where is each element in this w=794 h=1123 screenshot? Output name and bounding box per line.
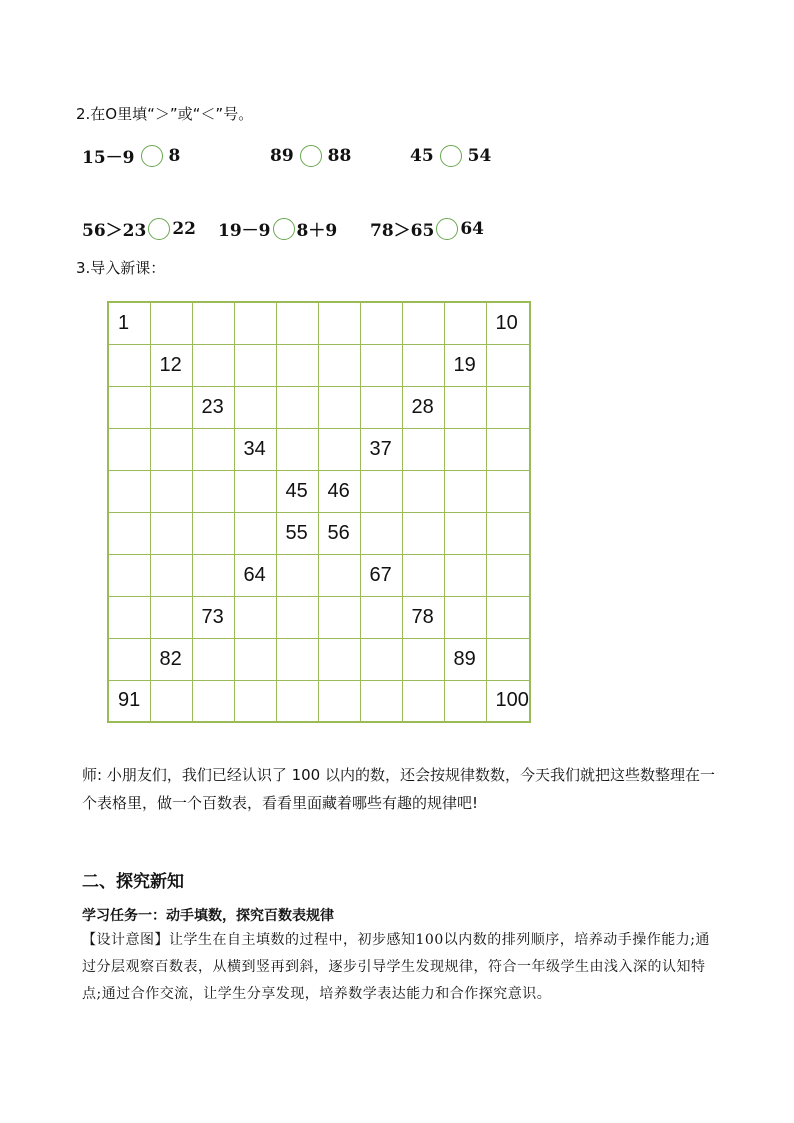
grid-row: [108, 344, 530, 386]
grid-cell[interactable]: [108, 344, 150, 386]
grid-cell[interactable]: [360, 386, 402, 428]
grid-cell[interactable]: [318, 554, 360, 596]
grid-cell[interactable]: 82: [150, 638, 192, 680]
comparison-item: [410, 145, 491, 167]
grid-cell[interactable]: [150, 428, 192, 470]
grid-cell[interactable]: 67: [360, 554, 402, 596]
grid-cell[interactable]: [360, 680, 402, 722]
right-expression: 88: [327, 145, 352, 166]
grid-cell[interactable]: [444, 470, 486, 512]
grid-cell[interactable]: [444, 302, 486, 344]
grid-cell[interactable]: [402, 302, 444, 344]
grid-cell[interactable]: [444, 512, 486, 554]
grid-cell[interactable]: [360, 302, 402, 344]
hundred-chart-grid: [107, 301, 531, 723]
grid-cell[interactable]: [360, 344, 402, 386]
grid-cell[interactable]: [150, 386, 192, 428]
grid-cell[interactable]: 46: [318, 470, 360, 512]
grid-cell[interactable]: [402, 680, 444, 722]
left-expression: 89: [270, 145, 294, 166]
right-expression: 8: [168, 145, 181, 166]
grid-cell[interactable]: [486, 512, 530, 554]
grid-cell[interactable]: 56: [318, 512, 360, 554]
grid-cell[interactable]: [192, 470, 234, 512]
grid-cell[interactable]: [276, 302, 318, 344]
grid-cell[interactable]: [192, 302, 234, 344]
comparison-row-2: [82, 216, 484, 241]
grid-cell[interactable]: [108, 428, 150, 470]
comparison-row-1: [82, 143, 491, 168]
right-expression: 54: [467, 145, 492, 166]
grid-cell[interactable]: [402, 638, 444, 680]
grid-row: [108, 470, 530, 512]
grid-cell[interactable]: [192, 638, 234, 680]
grid-cell[interactable]: [108, 470, 150, 512]
grid-cell[interactable]: [486, 428, 530, 470]
answer-circle[interactable]: [273, 218, 295, 240]
grid-cell[interactable]: 28: [402, 386, 444, 428]
grid-cell[interactable]: [234, 470, 276, 512]
grid-cell[interactable]: [192, 344, 234, 386]
grid-cell[interactable]: [276, 554, 318, 596]
grid-cell[interactable]: 89: [444, 638, 486, 680]
grid-cell[interactable]: 78: [402, 596, 444, 638]
grid-cell[interactable]: [444, 596, 486, 638]
grid-cell[interactable]: [108, 638, 150, 680]
grid-cell[interactable]: [318, 344, 360, 386]
left-expression: 45: [410, 145, 434, 166]
answer-circle[interactable]: [148, 218, 170, 240]
grid-cell[interactable]: [360, 638, 402, 680]
grid-cell[interactable]: [318, 596, 360, 638]
grid-cell[interactable]: [402, 512, 444, 554]
comparison-item: [82, 216, 218, 241]
grid-cell[interactable]: [360, 596, 402, 638]
question-2-heading: 2.在O里填“＞”或“＜”号。: [76, 105, 254, 123]
answer-circle[interactable]: [436, 218, 458, 240]
grid-row: [108, 554, 530, 596]
grid-cell[interactable]: [150, 596, 192, 638]
left-expression: 15－9: [82, 148, 135, 168]
grid-cell[interactable]: [192, 554, 234, 596]
comparison-item: [218, 216, 370, 241]
grid-row: [108, 638, 530, 680]
grid-cell[interactable]: [234, 638, 276, 680]
grid-cell[interactable]: [486, 596, 530, 638]
grid-cell[interactable]: [402, 428, 444, 470]
section-title: 二、探究新知: [82, 872, 184, 892]
grid-cell[interactable]: [108, 596, 150, 638]
grid-cell[interactable]: 19: [444, 344, 486, 386]
grid-cell[interactable]: [318, 302, 360, 344]
question-3-heading: 3.导入新课：: [76, 259, 166, 277]
grid-cell[interactable]: 55: [276, 512, 318, 554]
grid-cell[interactable]: [486, 386, 530, 428]
grid-row: [108, 428, 530, 470]
teacher-speech: 师: 小朋友们，我们已经认识了 100 以内的数，还会按规律数数，今天我们就把这些数整理在一个表格里，做一个百数表，看看里面藏着哪些有趣的规律吧!: [82, 766, 715, 812]
grid-cell[interactable]: [402, 344, 444, 386]
grid-cell[interactable]: 100: [486, 680, 530, 722]
grid-cell[interactable]: [276, 638, 318, 680]
grid-cell[interactable]: [234, 680, 276, 722]
grid-cell[interactable]: [318, 428, 360, 470]
grid-cell[interactable]: [192, 428, 234, 470]
grid-cell[interactable]: [360, 512, 402, 554]
grid-cell[interactable]: [486, 470, 530, 512]
grid-cell[interactable]: [276, 344, 318, 386]
grid-cell[interactable]: [444, 554, 486, 596]
answer-circle[interactable]: [440, 145, 462, 167]
grid-row: [108, 596, 530, 638]
grid-cell[interactable]: [444, 680, 486, 722]
grid-cell[interactable]: [150, 470, 192, 512]
grid-cell[interactable]: [234, 512, 276, 554]
grid-cell[interactable]: 73: [192, 596, 234, 638]
grid-row: [108, 386, 530, 428]
comparison-item: [370, 216, 484, 241]
grid-cell[interactable]: [150, 554, 192, 596]
grid-cell[interactable]: [402, 554, 444, 596]
grid-row: [108, 302, 530, 344]
grid-cell[interactable]: [234, 386, 276, 428]
grid-cell[interactable]: [234, 596, 276, 638]
grid-cell[interactable]: [486, 344, 530, 386]
grid-cell[interactable]: [192, 680, 234, 722]
grid-cell[interactable]: [234, 344, 276, 386]
grid-cell[interactable]: [318, 680, 360, 722]
grid-cell[interactable]: 12: [150, 344, 192, 386]
grid-cell[interactable]: [276, 596, 318, 638]
left-expression: 78＞65: [370, 221, 435, 241]
design-intent: 【设计意图】让学生在自主填数的过程中，初步感知100以内数的排列顺序，培养动手操作能力;通过分层观察百数表，从横到竖再到斜，逐步引导学生发现规律，符合一年级学生由浅入深的认知特点;通过合作交流，让学生分享发现，培养数学表达能力和合作探究意识。: [82, 932, 710, 1002]
grid-cell[interactable]: 64: [234, 554, 276, 596]
grid-cell[interactable]: [192, 512, 234, 554]
grid-cell[interactable]: [150, 680, 192, 722]
answer-circle[interactable]: [141, 145, 163, 167]
grid-cell[interactable]: [276, 680, 318, 722]
grid-cell[interactable]: [486, 554, 530, 596]
grid-cell[interactable]: [108, 386, 150, 428]
answer-circle[interactable]: [300, 145, 322, 167]
grid-cell[interactable]: 91: [108, 680, 150, 722]
task-title: 学习任务一：动手填数，探究百数表规律: [82, 908, 334, 924]
comparison-item: [270, 145, 410, 167]
grid-cell[interactable]: [108, 554, 150, 596]
grid-cell[interactable]: 34: [234, 428, 276, 470]
grid-cell[interactable]: [402, 470, 444, 512]
grid-cell[interactable]: [444, 386, 486, 428]
grid-cell[interactable]: 10: [486, 302, 530, 344]
grid-cell[interactable]: 23: [192, 386, 234, 428]
grid-cell[interactable]: 45: [276, 470, 318, 512]
grid-cell[interactable]: [318, 638, 360, 680]
grid-cell[interactable]: [444, 428, 486, 470]
grid-cell[interactable]: 37: [360, 428, 402, 470]
grid-cell[interactable]: [234, 302, 276, 344]
left-expression: 56＞23: [82, 221, 147, 241]
grid-cell[interactable]: 1: [108, 302, 150, 344]
grid-row: [108, 512, 530, 554]
right-expression: 64: [460, 218, 484, 239]
grid-cell[interactable]: [318, 386, 360, 428]
grid-cell[interactable]: [486, 638, 530, 680]
left-expression: 19－9: [218, 221, 271, 241]
grid-cell[interactable]: [276, 386, 318, 428]
right-expression: 22: [172, 218, 196, 239]
grid-cell[interactable]: [108, 512, 150, 554]
grid-cell[interactable]: [276, 428, 318, 470]
grid-cell[interactable]: [150, 512, 192, 554]
grid-cell[interactable]: [150, 302, 192, 344]
right-expression: 8＋9: [296, 221, 338, 241]
grid-cell[interactable]: [360, 470, 402, 512]
comparison-item: [82, 143, 270, 168]
grid-row: [108, 680, 530, 722]
